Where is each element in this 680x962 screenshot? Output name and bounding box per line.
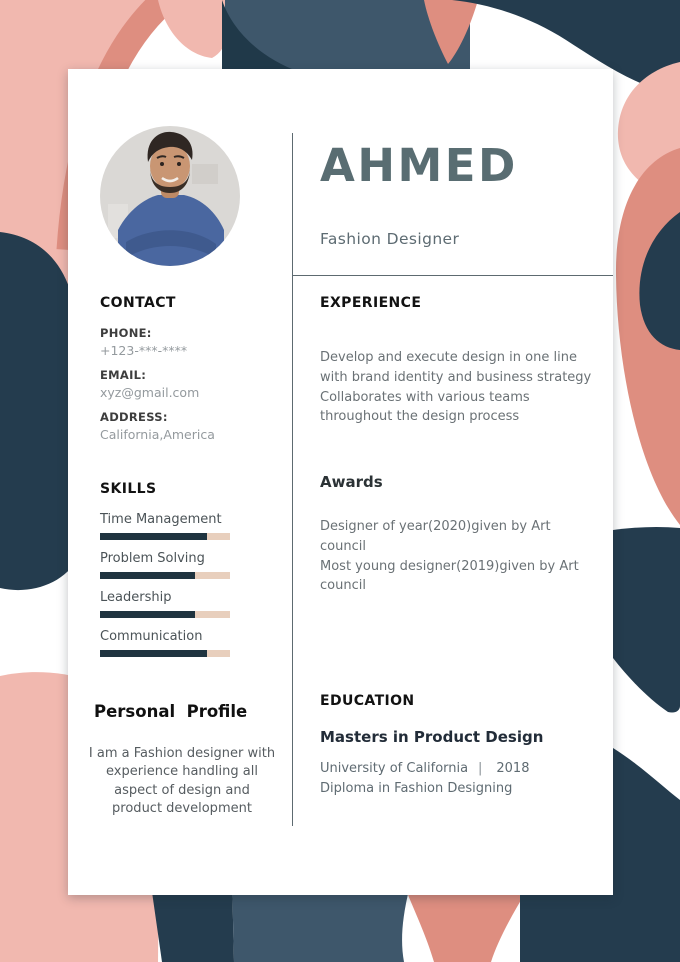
phone-value: +123-***-**** [100, 343, 188, 358]
skill-row [100, 512, 272, 540]
address-value: California,America [100, 427, 215, 442]
phone-label: PHONE: [100, 326, 152, 340]
awards-heading: Awards [320, 473, 383, 491]
contact-item-address [100, 410, 272, 442]
skill-label: Time Management [100, 512, 222, 527]
personal-profile-section [88, 702, 276, 819]
address-label: ADDRESS: [100, 410, 168, 424]
education-school-row [320, 761, 602, 776]
contact-section [100, 295, 272, 452]
personal-profile-body: I am a Fashion designer with experience handling all aspect of design and product development [88, 746, 276, 817]
photo-eye-right [177, 162, 181, 166]
skill-row [100, 551, 272, 579]
personal-profile-heading: Personal Profile [94, 702, 248, 721]
education-section [320, 693, 602, 796]
skill-bar-track [100, 572, 230, 579]
resume-card [68, 69, 613, 895]
education-degree: Masters in Product Design [320, 728, 544, 746]
skill-bar-track [100, 650, 230, 657]
award-line: Designer of year(2020)given by Art council [320, 519, 551, 554]
experience-line: Collaborates with various teams throughout the design process [320, 389, 530, 425]
skill-bar-fill [100, 611, 195, 618]
skill-row [100, 629, 272, 657]
award-line: Most young designer(2019)given by Art council [320, 558, 579, 594]
skills-heading: SKILLS [100, 481, 157, 497]
email-value: xyz@gmail.com [100, 385, 200, 400]
skill-bar-track [100, 611, 230, 618]
experience-body [320, 348, 592, 427]
awards-body [320, 517, 592, 596]
awards-section [320, 473, 592, 596]
skill-label: Communication [100, 629, 203, 644]
photo-eye-left [160, 162, 164, 166]
education-year: 2018 [496, 761, 530, 776]
profile-photo [100, 126, 240, 266]
skill-row [100, 590, 272, 618]
header-vertical-rule [292, 133, 293, 275]
profile-photo-illustration [100, 126, 240, 266]
contact-item-phone [100, 326, 272, 358]
experience-section [320, 295, 592, 427]
column-divider-rule [292, 276, 293, 826]
candidate-title: Fashion Designer [320, 230, 460, 248]
skill-bar-fill [100, 533, 207, 540]
contact-item-email [100, 368, 272, 400]
candidate-name: AHMED [320, 139, 518, 192]
education-separator: | [478, 761, 483, 776]
skill-label: Leadership [100, 590, 172, 605]
skill-bar-fill [100, 572, 195, 579]
education-heading: EDUCATION [320, 693, 415, 709]
experience-heading: EXPERIENCE [320, 295, 422, 311]
photo-wall-patch [192, 164, 218, 184]
education-diploma: Diploma in Fashion Designing [320, 781, 513, 796]
skill-label: Problem Solving [100, 551, 205, 566]
contact-heading: CONTACT [100, 295, 176, 311]
skills-section [100, 481, 272, 668]
education-school: University of California [320, 761, 469, 776]
email-label: EMAIL: [100, 368, 147, 382]
header-horizontal-rule [292, 275, 613, 276]
skill-bar-fill [100, 650, 207, 657]
skill-bar-track [100, 533, 230, 540]
experience-line: Develop and execute design in one line with brand identity and business strategy [320, 350, 592, 385]
